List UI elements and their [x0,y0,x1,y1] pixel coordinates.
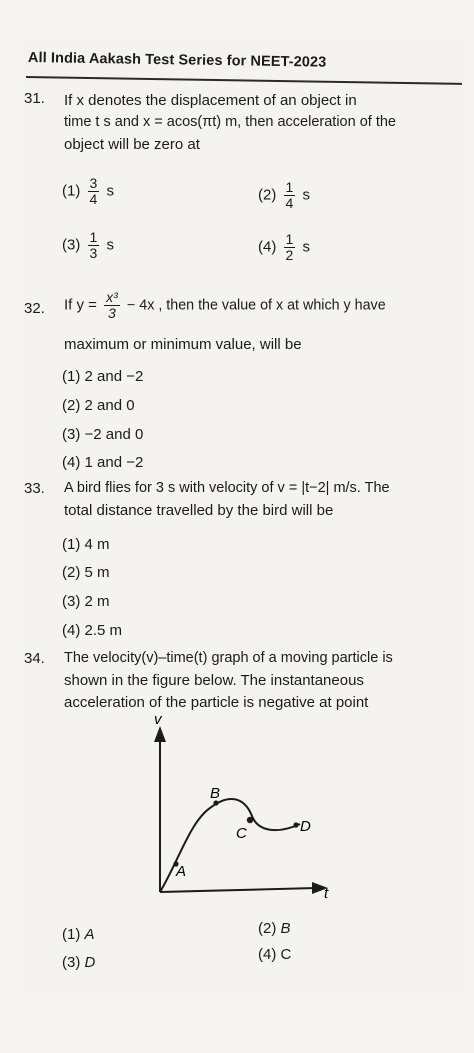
point-d-marker [293,822,298,827]
option-label: (3) [62,593,81,610]
option-label: (1) [62,368,81,385]
point-d-label: D [300,818,311,835]
option-unit: s [302,186,310,204]
option-label: (2) [258,186,277,204]
option-text: 2 and −2 [84,368,144,385]
fraction-numerator: 3 [89,175,98,191]
option-2[interactable] [258,180,310,211]
fraction-denominator: 3 [108,305,116,321]
option-text: 4 m [84,536,110,553]
option-label: (2) [258,920,277,937]
y-axis-label: v [154,712,162,728]
option-label: (1) [62,536,81,553]
option-1[interactable] [62,176,114,207]
option-label: (1) [62,926,81,943]
question-number: 31. [24,90,45,107]
fraction-denominator: 4 [89,191,98,207]
option-text: 2 m [84,593,110,610]
option-fraction [88,230,100,261]
option-text: −2 and 0 [84,426,144,443]
option-label: (2) [62,564,81,581]
option-1[interactable] [62,368,143,385]
option-label: (4) [62,622,81,639]
question-text-line: acceleration of the particle is negative at point [64,694,369,711]
question-number: 34. [24,650,45,667]
point-c-label: C [236,825,247,842]
question-text-line: object will be zero at [64,136,200,153]
equation-prefix: If y = [64,296,97,314]
option-text: A [84,926,95,943]
fraction-numerator: 1 [285,179,294,195]
option-label: (3) [62,426,81,443]
option-label: (3) [62,236,81,254]
equation-suffix: − 4x , then the value of x at which y have [126,297,386,314]
option-text: B [280,920,291,937]
option-1[interactable] [62,536,110,553]
question-number: 33. [24,480,45,497]
x-axis [160,888,316,892]
velocity-time-graph [140,712,340,902]
option-label: (3) [62,954,81,971]
page-header: All India Aakash Test Series for NEET-2023 [27,50,327,71]
option-unit: s [106,236,114,254]
question-text-line: A bird flies for 3 s with velocity of v = |t−2| m/s. The [64,480,390,496]
option-text: 2 and 0 [84,397,135,414]
point-c-marker [247,817,253,823]
option-text: D [84,954,96,971]
option-4[interactable] [258,946,291,963]
fraction-numerator: 1 [285,231,294,247]
option-2[interactable] [62,397,135,414]
equation-fraction [104,290,120,321]
option-label: (1) [62,182,81,200]
option-fraction [284,232,296,263]
point-a-label: A [176,863,187,880]
option-fraction [88,176,100,207]
option-1[interactable] [62,926,95,943]
question-text-line: The velocity(v)–time(t) graph of a moving particle is [64,650,393,666]
question-text-line: maximum or minimum value, will be [64,336,302,353]
question-text-line: If x denotes the displacement of an object in [64,92,357,109]
fraction-denominator: 2 [285,247,294,263]
option-text: 1 and −2 [84,454,144,471]
option-label: (4) [258,238,277,256]
option-label: (2) [62,397,81,414]
question-text-line: time t s and x = acos(πt) m, then acceleration of the [64,114,396,130]
option-3[interactable] [62,954,95,971]
option-2[interactable] [258,920,291,937]
option-3[interactable] [62,593,110,610]
option-3[interactable] [62,426,143,443]
point-b-label: B [210,785,221,802]
y-axis-arrow-icon [154,726,166,742]
option-4[interactable] [62,622,122,639]
option-label: (4) [62,454,81,471]
option-4[interactable] [258,232,310,263]
option-2[interactable] [62,564,110,581]
option-label: (4) [258,946,277,963]
fraction-numerator: x³ [106,289,118,305]
option-unit: s [106,182,114,200]
option-3[interactable] [62,230,114,261]
fraction-denominator: 3 [89,245,98,261]
fraction-numerator: 1 [89,229,98,245]
option-text: 2.5 m [84,622,123,639]
option-unit: s [302,238,310,256]
question-number: 32. [24,300,45,317]
question-text-line: total distance travelled by the bird will be [64,502,334,519]
option-text: C [280,946,292,963]
option-4[interactable] [62,454,143,471]
question-text-line: shown in the figure below. The instantaneous [64,672,364,689]
option-text: 5 m [84,564,110,581]
x-axis-label: t [324,885,329,902]
option-fraction [284,180,296,211]
fraction-denominator: 4 [285,195,294,211]
question-text-line [64,290,386,321]
